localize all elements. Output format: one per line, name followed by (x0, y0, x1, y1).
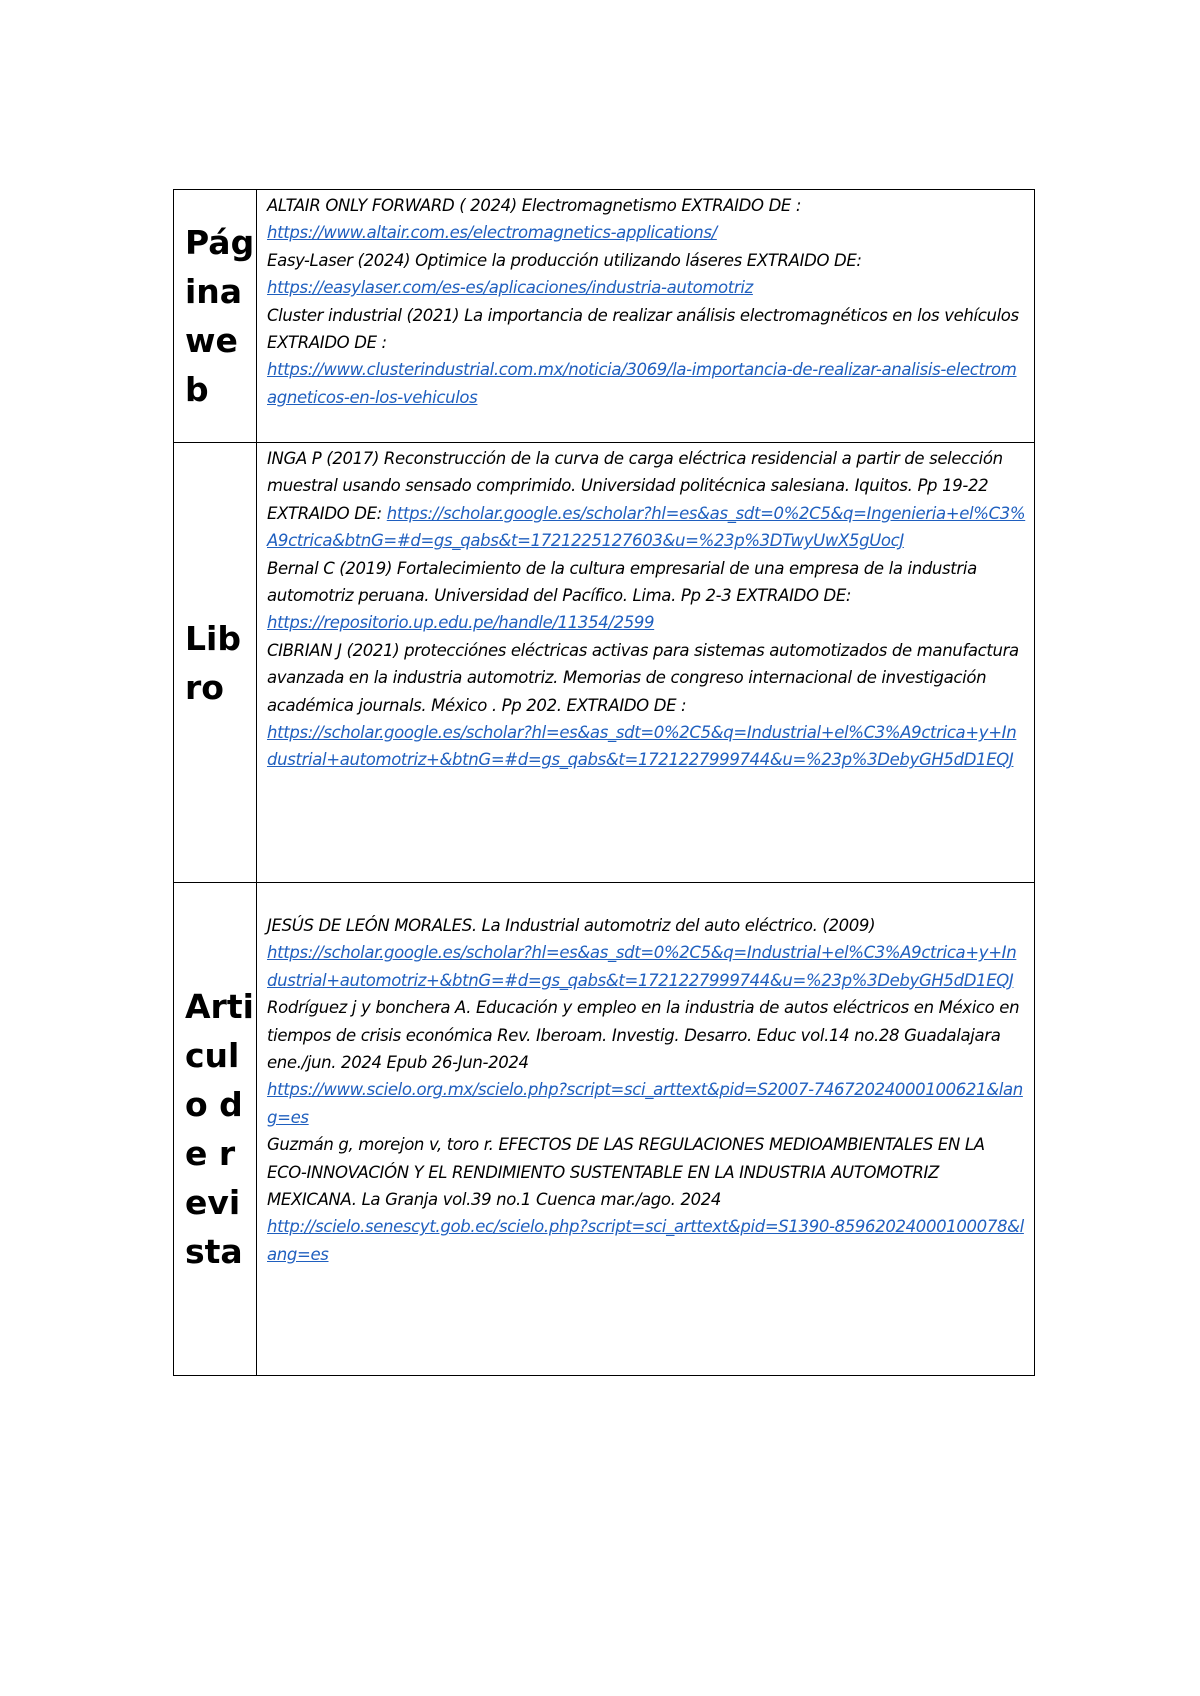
citation-text: ALTAIR ONLY FORWARD ( 2024) Electromagnetismo EXTRAIDO DE : (267, 196, 802, 215)
reference-entry (267, 994, 1026, 1131)
reference-entry (267, 192, 1026, 247)
row-label-cell (174, 443, 257, 883)
row-label-cell (174, 190, 257, 443)
references-table (173, 189, 1035, 1376)
reference-entry (267, 1131, 1026, 1268)
citation-text: CIBRIAN J (2021) protecciónes eléctricas activas para sistemas automotizados de manufactura avanzada en la industria automotriz. Memorias de congreso internacional de investigación académica journals. México . Pp 202. EXTRAIDO DE : (267, 640, 1019, 715)
citation-text: INGA P (2017) Reconstrucción de la curva de carga eléctrica residencial a partir de selección muestral usando sensado comprimido. Universidad politécnica salesiana. Iquitos. Pp 19-22 EXTRAIDO DE: (267, 449, 1003, 523)
row-label-pagina-web: Página web (185, 223, 255, 409)
row-content-cell (257, 443, 1035, 883)
reference-entry (267, 555, 1026, 637)
reference-link[interactable]: https://repositorio.up.edu.pe/handle/11354/2599 (267, 613, 655, 633)
citation-text: Easy-Laser (2024) Optimice la producción utilizando láseres EXTRAIDO DE: (267, 250, 862, 270)
citation-text: Guzmán g, morejon v, toro r. EFECTOS DE LAS REGULACIONES MEDIOAMBIENTALES EN LA ECO-INNOVACIÓN Y EL RENDIMIENTO SUSTENTABLE EN LA INDUSTRIA AUTOMOTRIZ MEXICANA. La Granja vol.39 no.1 Cuenca mar./ago. 2024 (267, 1135, 985, 1210)
citation-text: Rodríguez j y bonchera A. Educación y empleo en la industria de autos eléctricos en México en tiempos de crisis económica Rev. Iberoam. Investig. Desarro. Educ vol.14 no.28 Guadalajara ene./jun. 2024 Epub 26-Jun-2024 (267, 998, 1020, 1073)
reference-entry (267, 302, 1026, 412)
reference-link[interactable]: https://www.scielo.org.mx/scielo.php?script=sci_arttext&pid=S2007-74672024000100621&lang=es (267, 1080, 1023, 1127)
reference-entry (267, 637, 1026, 774)
citation-text: Bernal C (2019) Fortalecimiento de la cultura empresarial de una empresa de la industria automotriz peruana. Universidad del Pacífico. Lima. Pp 2-3 EXTRAIDO DE: (267, 558, 977, 606)
reference-entry (267, 247, 1026, 302)
reference-link[interactable]: https://scholar.google.es/scholar?hl=es&as_sdt=0%2C5&q=Ingenieria+el%C3%A9ctrica&btnG=#d=gs_qabs&t=1721225127603&u=%23p%3DTwyUwX5gUocJ (267, 503, 1026, 551)
citation-text: JESÚS DE LEÓN MORALES. La Industrial automotriz del auto eléctrico. (2009) (267, 916, 876, 935)
reference-entry (267, 912, 1026, 994)
blank-line (267, 885, 1026, 912)
row-content-cell (257, 883, 1035, 1376)
reference-link[interactable]: https://www.clusterindustrial.com.mx/noticia/3069/la-importancia-de-realizar-analisis-electromagneticos-en-los-vehiculos (267, 360, 1017, 407)
citation-text: Cluster industrial (2021) La importancia de realizar análisis electromagnéticos en los vehículos EXTRAIDO DE : (267, 305, 1019, 353)
reference-link[interactable]: https://scholar.google.es/scholar?hl=es&as_sdt=0%2C5&q=Industrial+el%C3%A9ctrica+y+Industrial+automotriz+&btnG=#d=gs_qabs&t=1721227999744&u=%23p%3DebyGH5dD1EQJ (267, 943, 1017, 990)
reference-link[interactable]: https://www.altair.com.es/electromagnetics-applications/ (267, 223, 717, 243)
reference-entry (267, 445, 1026, 555)
reference-link[interactable]: http://scielo.senescyt.gob.ec/scielo.php?script=sci_arttext&pid=S1390-85962024000100078&lang=es (267, 1217, 1024, 1264)
row-content-cell (257, 190, 1035, 443)
table-row-libro (174, 443, 1035, 883)
row-label-libro: Libro (185, 618, 241, 707)
table-row-articulo-de-revista (174, 883, 1035, 1376)
row-label-cell (174, 883, 257, 1376)
row-label-articulo-de-revista: Articulo de revista (185, 987, 254, 1271)
reference-link[interactable]: https://scholar.google.es/scholar?hl=es&as_sdt=0%2C5&q=Industrial+el%C3%A9ctrica+y+Industrial+automotriz+&btnG=#d=gs_qabs&t=1721227999744&u=%23p%3DebyGH5dD1EQJ (267, 723, 1017, 770)
table-row-pagina-web (174, 190, 1035, 443)
reference-link[interactable]: https://easylaser.com/es-es/aplicaciones/industria-automotriz (267, 278, 753, 298)
